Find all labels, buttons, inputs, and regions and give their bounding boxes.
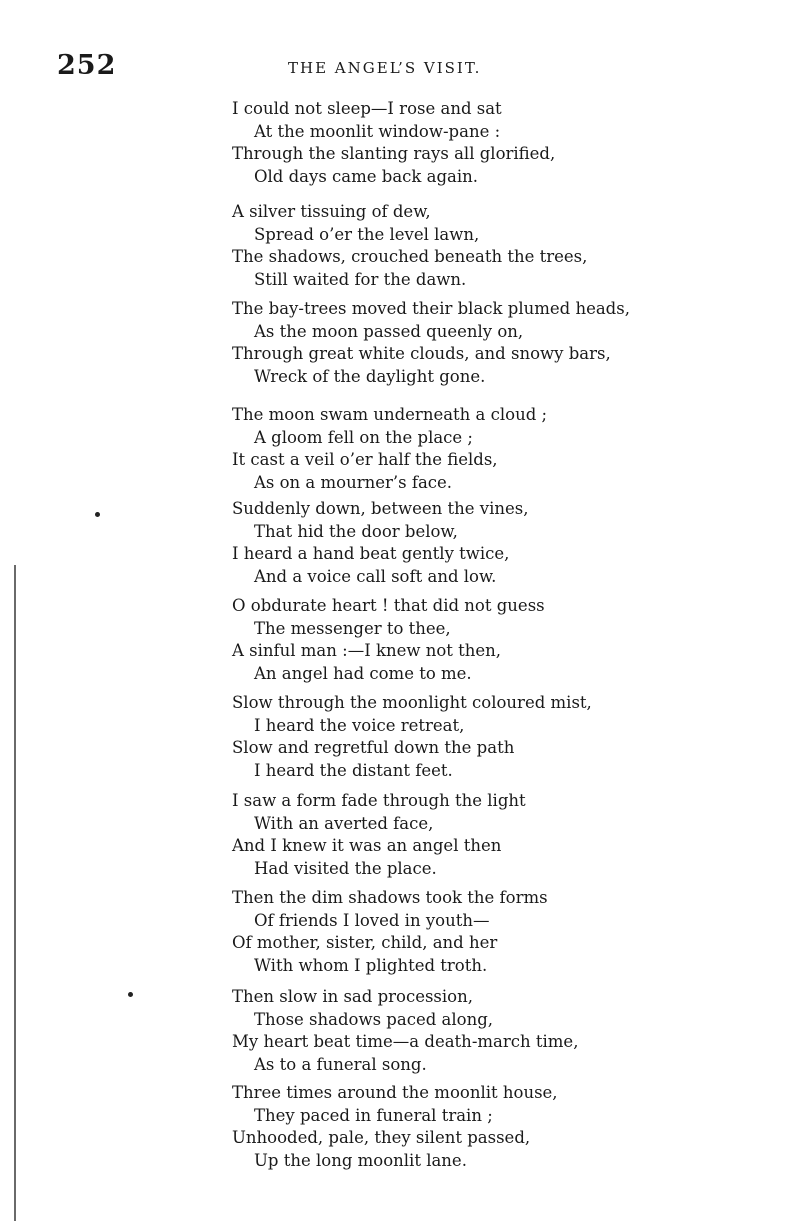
stanza bbox=[232, 790, 526, 880]
poem-line: My heart beat time—a death-march time, bbox=[232, 1032, 579, 1051]
poem-line: Had visited the place. bbox=[254, 858, 437, 878]
poem-line: With whom I plighted troth. bbox=[254, 955, 488, 975]
poem-line: Those shadows paced along, bbox=[254, 1009, 494, 1029]
poem-line: Spread o’er the level lawn, bbox=[254, 224, 480, 244]
poem-line: With an averted face, bbox=[254, 813, 434, 833]
poem-line: Of mother, sister, child, and her bbox=[232, 933, 498, 952]
margin-dot bbox=[128, 992, 133, 997]
poem-line: It cast a veil o’er half the fields, bbox=[232, 450, 498, 469]
poem-line: At the moonlit window-pane : bbox=[254, 121, 501, 141]
stanza bbox=[232, 98, 555, 188]
poem-line: O obdurate heart ! that did not guess bbox=[232, 596, 545, 615]
poem-line: A gloom fell on the place ; bbox=[254, 427, 473, 447]
poem-line: An angel had come to me. bbox=[254, 663, 472, 683]
poem-line: And a voice call soft and low. bbox=[254, 566, 497, 586]
poem-line: Up the long moonlit lane. bbox=[254, 1150, 467, 1170]
poem-line: And I knew it was an angel then bbox=[232, 836, 502, 855]
poem-line: As on a mourner’s face. bbox=[254, 472, 453, 492]
poem-line: Slow through the moonlight coloured mist, bbox=[232, 693, 592, 712]
poem-line: I could not sleep—I rose and sat bbox=[232, 99, 502, 118]
stanza bbox=[232, 201, 587, 291]
left-margin-rule bbox=[14, 565, 16, 1221]
margin-dot bbox=[95, 512, 100, 517]
poem-line: Of friends I loved in youth— bbox=[254, 910, 490, 930]
stanza bbox=[232, 887, 548, 977]
poem-line: I heard the voice retreat, bbox=[254, 715, 465, 735]
running-head-title: THE ANGEL’S VISIT. bbox=[288, 59, 482, 77]
stanza bbox=[232, 595, 545, 685]
stanza bbox=[232, 692, 592, 782]
poem-line: The bay-trees moved their black plumed heads, bbox=[232, 299, 630, 318]
poem-line: The moon swam underneath a cloud ; bbox=[232, 405, 548, 424]
poem-line: That hid the door below, bbox=[254, 521, 458, 541]
poem-line: Suddenly down, between the vines, bbox=[232, 499, 529, 518]
poem-line: Through great white clouds, and snowy bars, bbox=[232, 344, 611, 363]
poem-line: As to a funeral song. bbox=[254, 1054, 427, 1074]
poem-line: I heard the distant feet. bbox=[254, 760, 453, 780]
poem-line: Unhooded, pale, they silent passed, bbox=[232, 1128, 531, 1147]
stanza bbox=[232, 1082, 558, 1172]
poem-line: Then slow in sad procession, bbox=[232, 987, 473, 1006]
poem-line: The shadows, crouched beneath the trees, bbox=[232, 247, 588, 266]
stanza bbox=[232, 498, 528, 588]
poem-line: Still waited for the dawn. bbox=[254, 269, 467, 289]
poem-line: Wreck of the daylight gone. bbox=[254, 366, 486, 386]
poem-line: They paced in funeral train ; bbox=[254, 1105, 493, 1125]
poem-line: I saw a form fade through the light bbox=[232, 791, 526, 810]
stanza bbox=[232, 298, 630, 388]
poem-line: Slow and regretful down the path bbox=[232, 738, 515, 757]
poem-line: Three times around the moonlit house, bbox=[232, 1083, 558, 1102]
poem-line: The messenger to thee, bbox=[254, 618, 451, 638]
poem-line: Old days came back again. bbox=[254, 166, 479, 186]
poem-line: A sinful man :—I knew not then, bbox=[232, 641, 502, 660]
poem-line: I heard a hand beat gently twice, bbox=[232, 544, 510, 563]
poem-line: Through the slanting rays all glorified, bbox=[232, 144, 556, 163]
stanza bbox=[232, 986, 578, 1076]
stanza bbox=[232, 404, 547, 494]
poem-line: Then the dim shadows took the forms bbox=[232, 888, 548, 907]
poem-line: A silver tissuing of dew, bbox=[232, 202, 431, 221]
page-number: 252 bbox=[57, 50, 117, 81]
poem-line: As the moon passed queenly on, bbox=[254, 321, 524, 341]
